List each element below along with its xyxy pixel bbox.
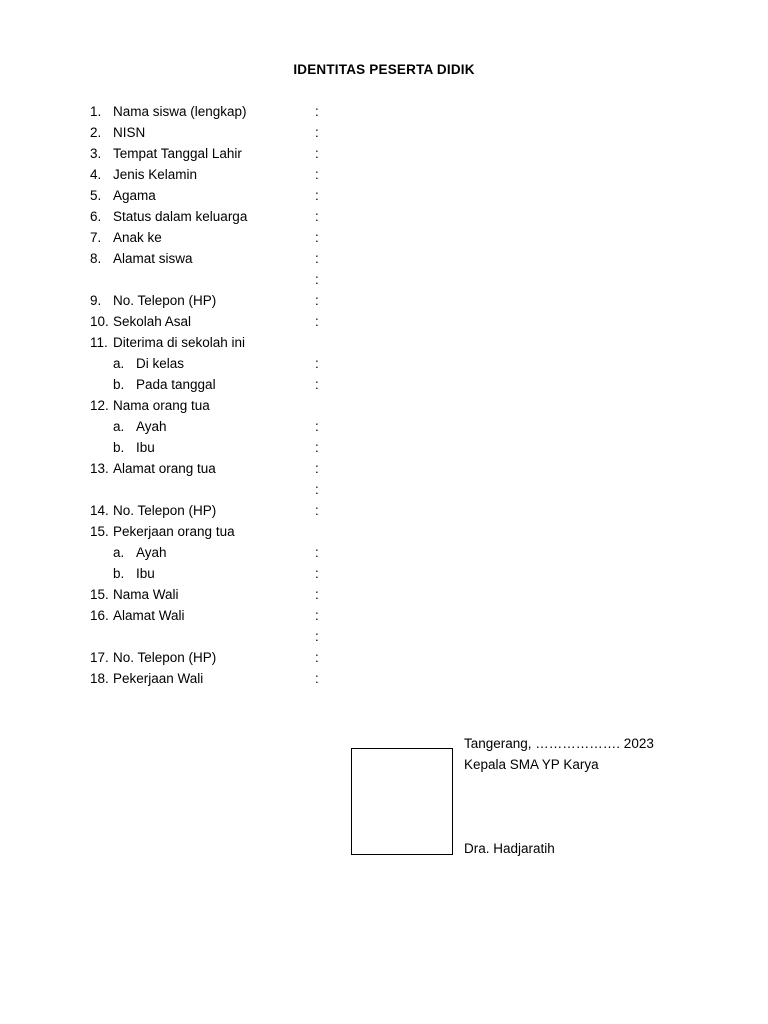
colon-separator: :	[315, 209, 319, 224]
item-number: 7.	[90, 230, 102, 245]
form-row	[0, 668, 768, 689]
item-number: 12.	[90, 398, 109, 413]
item-number: 17.	[90, 650, 109, 665]
form-row	[0, 227, 768, 248]
signature-place-date: Tangerang, ………………. 2023	[464, 736, 654, 751]
colon-separator: :	[315, 629, 319, 644]
form-row	[0, 416, 768, 437]
item-number: 4.	[90, 167, 102, 182]
item-label: Di kelas	[136, 356, 185, 371]
form-row	[0, 101, 768, 122]
colon-separator: :	[315, 650, 319, 665]
item-number: a.	[113, 356, 125, 371]
form-row	[0, 248, 768, 269]
item-number: b.	[113, 440, 125, 455]
form-row	[0, 290, 768, 311]
form-row	[0, 458, 768, 479]
colon-separator: :	[315, 566, 319, 581]
colon-separator: :	[315, 671, 319, 686]
colon-separator: :	[315, 356, 319, 371]
item-label: Pekerjaan Wali	[113, 671, 204, 686]
item-number: 8.	[90, 251, 102, 266]
item-label: Nama siswa (lengkap)	[113, 104, 247, 119]
form-row	[0, 626, 768, 647]
form-row	[0, 353, 768, 374]
colon-separator: :	[315, 167, 319, 182]
item-label: Pekerjaan orang tua	[113, 524, 235, 539]
colon-separator: :	[315, 293, 319, 308]
colon-separator: :	[315, 482, 319, 497]
colon-separator: :	[315, 104, 319, 119]
item-label: NISN	[113, 125, 146, 140]
colon-separator: :	[315, 146, 319, 161]
item-number: 13.	[90, 461, 109, 476]
item-label: Ayah	[136, 545, 167, 560]
item-number: b.	[113, 377, 125, 392]
colon-separator: :	[315, 587, 319, 602]
item-label: Tempat Tanggal Lahir	[113, 146, 242, 161]
item-number: 14.	[90, 503, 109, 518]
form-row	[0, 563, 768, 584]
form-row	[0, 332, 768, 353]
form-row	[0, 374, 768, 395]
item-number: 9.	[90, 293, 102, 308]
item-label: Alamat orang tua	[113, 461, 216, 476]
form-row	[0, 521, 768, 542]
item-number: 11.	[90, 335, 108, 350]
form-row	[0, 395, 768, 416]
item-label: Agama	[113, 188, 156, 203]
item-number: a.	[113, 419, 125, 434]
item-label: Ibu	[136, 566, 155, 581]
item-number: 6.	[90, 209, 102, 224]
form-row	[0, 647, 768, 668]
item-label: Ibu	[136, 440, 155, 455]
colon-separator: :	[315, 419, 319, 434]
form-row	[0, 122, 768, 143]
colon-separator: :	[315, 545, 319, 560]
item-label: Status dalam keluarga	[113, 209, 248, 224]
colon-separator: :	[315, 440, 319, 455]
item-number: 16.	[90, 608, 109, 623]
item-label: No. Telepon (HP)	[113, 650, 217, 665]
item-label: Ayah	[136, 419, 167, 434]
colon-separator: :	[315, 503, 319, 518]
form-row	[0, 500, 768, 521]
identity-form	[0, 101, 768, 689]
item-label: Nama Wali	[113, 587, 179, 602]
form-row	[0, 479, 768, 500]
item-number: 10.	[90, 314, 109, 329]
form-row	[0, 542, 768, 563]
colon-separator: :	[315, 125, 319, 140]
item-label: Pada tanggal	[136, 377, 216, 392]
item-number: 15.	[90, 587, 109, 602]
item-label: No. Telepon (HP)	[113, 503, 217, 518]
form-row	[0, 164, 768, 185]
item-label: No. Telepon (HP)	[113, 293, 217, 308]
colon-separator: :	[315, 188, 319, 203]
colon-separator: :	[315, 251, 319, 266]
page-title: IDENTITAS PESERTA DIDIK	[293, 62, 475, 77]
form-row	[0, 584, 768, 605]
colon-separator: :	[315, 314, 319, 329]
item-label: Alamat siswa	[113, 251, 193, 266]
colon-separator: :	[315, 272, 319, 287]
form-row	[0, 311, 768, 332]
colon-separator: :	[315, 230, 319, 245]
item-number: 5.	[90, 188, 102, 203]
item-number: b.	[113, 566, 125, 581]
signature-position: Kepala SMA YP Karya	[464, 757, 599, 772]
item-number: 3.	[90, 146, 102, 161]
colon-separator: :	[315, 461, 319, 476]
item-label: Nama orang tua	[113, 398, 210, 413]
form-row	[0, 143, 768, 164]
form-row	[0, 605, 768, 626]
item-label: Alamat Wali	[113, 608, 185, 623]
form-row	[0, 269, 768, 290]
form-row	[0, 185, 768, 206]
photo-box	[351, 748, 453, 855]
item-label: Anak ke	[113, 230, 162, 245]
form-row	[0, 437, 768, 458]
signature-name: Dra. Hadjaratih	[464, 841, 555, 856]
item-number: 15.	[90, 524, 109, 539]
item-number: 1.	[90, 104, 102, 119]
colon-separator: :	[315, 377, 319, 392]
item-label: Diterima di sekolah ini	[113, 335, 246, 350]
item-number: 18.	[90, 671, 109, 686]
form-row	[0, 206, 768, 227]
item-label: Jenis Kelamin	[113, 167, 198, 182]
item-number: 2.	[90, 125, 102, 140]
item-label: Sekolah Asal	[113, 314, 192, 329]
colon-separator: :	[315, 608, 319, 623]
item-number: a.	[113, 545, 125, 560]
